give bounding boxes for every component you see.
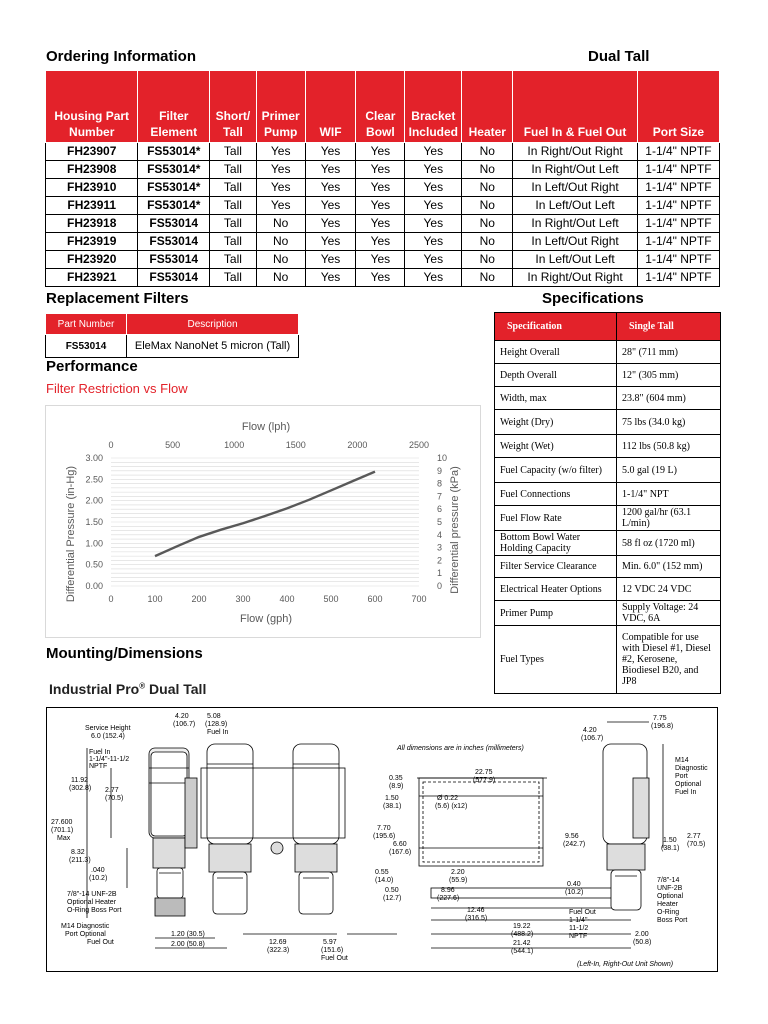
dim-t3: Max: [57, 835, 71, 842]
table-cell: No: [462, 197, 513, 215]
table-cell: No: [462, 161, 513, 179]
table-cell: FH23920: [46, 251, 138, 269]
dim-r24: Fuel Out: [569, 909, 596, 916]
table-cell: In Right/Out Left: [513, 161, 638, 179]
table-cell: No: [256, 251, 305, 269]
table-cell: Yes: [256, 179, 305, 197]
table-row: [495, 387, 721, 410]
ordering-header-row: [46, 71, 720, 143]
dim-fin1: Fuel In: [89, 749, 111, 756]
table-cell: In Left/Out Left: [513, 251, 638, 269]
dim-x2: (322.3): [267, 947, 290, 954]
dim-r18: 7/8"-14: [657, 877, 680, 884]
col-primer-pump: Primer Pump: [256, 71, 305, 143]
col-housing-part-number: Housing Part Number: [46, 71, 138, 143]
dim-br23: 19.22: [513, 923, 531, 930]
col-heater: Heater: [462, 71, 513, 143]
table-cell: 1-1/4" NPTF: [637, 179, 719, 197]
specs-col-single-tall: Single Tall: [617, 313, 721, 341]
dim-br7: 1.50: [385, 795, 399, 802]
y2-tick-label: 9: [437, 465, 443, 476]
dim-br16: (12.7): [383, 895, 402, 902]
dim-b: 5.08: [207, 713, 221, 720]
unit-front-view: [201, 744, 345, 914]
dim-br1: 22.75: [475, 769, 493, 776]
table-cell: No: [462, 143, 513, 161]
dim-br10: (195.6): [373, 833, 396, 840]
spec-name: Fuel Types: [495, 626, 617, 694]
note-all-dimensions: All dimensions are in inches (millimeters): [397, 745, 524, 752]
table-cell: In Right/Out Right: [513, 269, 638, 287]
x-tick-label: 100: [147, 594, 163, 604]
dim-br5: Ø 0.22: [437, 795, 459, 802]
drawing-svg: [47, 708, 717, 971]
table-cell: FS53014: [138, 251, 210, 269]
table-row: [46, 335, 299, 358]
specs-table: [494, 312, 721, 694]
col-filter-element: Filter Element: [138, 71, 210, 143]
table-cell: In Left/Out Right: [513, 233, 638, 251]
y-tick-label: 1.50: [85, 517, 103, 527]
dim-br15: 0.50: [385, 887, 399, 894]
col-port-size: Port Size: [637, 71, 719, 143]
dim-br6: (5.6) (x12): [435, 803, 468, 810]
table-cell: FS53014*: [138, 143, 210, 161]
dim-u2: Optional Heater: [67, 899, 117, 906]
spec-name: Fuel Connections: [495, 483, 617, 506]
dim-p1: 8.32: [71, 849, 85, 856]
dim-a: 4.20: [175, 713, 189, 720]
dim-h2: (302.8): [69, 785, 92, 792]
table-row: [495, 626, 721, 694]
y2-tick-label: 0: [437, 581, 443, 591]
table-cell: Yes: [405, 179, 462, 197]
product-name: Industrial Pro: [49, 681, 140, 697]
table-cell: Tall: [210, 143, 257, 161]
spec-value: 28" (711 mm): [617, 341, 721, 364]
dim-m2: Port Optional: [65, 931, 106, 938]
spec-value: 1200 gal/hr (63.1 L/min): [617, 506, 721, 531]
table-cell: FS53014: [138, 233, 210, 251]
spec-name: Fuel Flow Rate: [495, 506, 617, 531]
dim-r2: (106.7): [581, 735, 604, 742]
y-tick-label: 3.00: [85, 453, 103, 463]
table-cell: No: [256, 269, 305, 287]
dim-r10: 9.56: [565, 833, 579, 840]
table-cell: Yes: [356, 161, 405, 179]
spec-value: Compatible for use with Diesel #1, Diesel #2, Kerosene, Biodiesel B20, and JP8: [617, 626, 721, 694]
spec-name: Weight (Wet): [495, 435, 617, 458]
spec-value: 12 VDC 24 VDC: [617, 578, 721, 601]
table-cell: In Left/Out Right: [513, 179, 638, 197]
dim-r8: Optional: [675, 781, 702, 788]
dim-br9: 7.70: [377, 825, 391, 832]
y2-tick-label: 7: [437, 491, 443, 502]
x2-tick-label: 2000: [347, 440, 368, 450]
chart-y2-label: Differential pressure (kPa): [449, 466, 461, 594]
table-cell: FS53014*: [138, 197, 210, 215]
table-row: [46, 215, 720, 233]
dim-br4: (8.9): [389, 783, 404, 790]
x-tick-label: 600: [367, 594, 383, 604]
y2-tick-label: 6: [437, 504, 443, 515]
table-cell: Yes: [305, 161, 356, 179]
dim-r14: 2.77: [687, 833, 701, 840]
dim-r9: Fuel In: [675, 789, 697, 796]
table-cell: Tall: [210, 197, 257, 215]
dim-br13: 0.55: [375, 869, 389, 876]
replacement-title: Replacement Filters: [46, 290, 189, 307]
table-row: [46, 269, 720, 287]
table-cell: In Right/Out Right: [513, 143, 638, 161]
table-cell: FH23918: [46, 215, 138, 233]
table-cell: FS53014*: [138, 179, 210, 197]
table-row: [46, 233, 720, 251]
x2-tick-label: 0: [108, 440, 114, 450]
dim-br25: 21.42: [513, 940, 531, 947]
dim-y1: 5.97: [323, 939, 337, 946]
dim-r3: 7.75: [653, 715, 667, 722]
spec-value: 5.0 gal (19 L): [617, 458, 721, 483]
table-cell: 1-1/4" NPTF: [637, 161, 719, 179]
specs-col-specification: Specification: [495, 313, 617, 341]
table-cell: No: [462, 269, 513, 287]
table-cell: FH23908: [46, 161, 138, 179]
dim-r29: (50.8): [633, 939, 652, 946]
dim-br21: 12.46: [467, 907, 485, 914]
spec-name: Primer Pump: [495, 601, 617, 626]
dim-r17: (10.2): [565, 889, 584, 896]
table-cell: FH23907: [46, 143, 138, 161]
table-row: [495, 458, 721, 483]
y2-tick-label: 10: [437, 453, 448, 463]
specs-title: Specifications: [542, 290, 644, 307]
dim-a2: (106.7): [173, 721, 196, 728]
table-cell: No: [462, 251, 513, 269]
table-row: [495, 341, 721, 364]
table-cell: FS53014*: [138, 161, 210, 179]
table-cell: Yes: [305, 215, 356, 233]
table-cell: FH23910: [46, 179, 138, 197]
dim-r23: Boss Port: [657, 917, 688, 924]
table-row: [495, 435, 721, 458]
table-cell: Tall: [210, 269, 257, 287]
ordering-table: [45, 70, 720, 287]
registered-mark: ®: [139, 681, 146, 691]
x-tick-label: 700: [411, 594, 427, 604]
spec-value: 75 lbs (34.0 kg): [617, 410, 721, 435]
y-tick-label: 2.50: [85, 474, 103, 485]
table-cell: In Right/Out Left: [513, 215, 638, 233]
table-cell: FH23911: [46, 197, 138, 215]
dim-r15: (70.5): [687, 841, 706, 848]
chart-svg: [46, 406, 480, 637]
repl-col-part-number: Part Number: [46, 314, 127, 335]
dim-y3: Fuel Out: [321, 955, 348, 962]
col-clear-bowl: Clear Bowl: [356, 71, 405, 143]
table-cell: 1-1/4" NPTF: [637, 233, 719, 251]
table-cell: Yes: [356, 197, 405, 215]
dim-br20: (227.6): [437, 895, 460, 902]
table-cell: Tall: [210, 161, 257, 179]
x2-tick-label: 500: [165, 440, 181, 450]
dim-br22: (316.5): [465, 915, 488, 922]
table-cell: Tall: [210, 233, 257, 251]
dim-fin2: 1-1/4"-11-1/2: [89, 756, 130, 763]
dim-r1: 4.20: [583, 727, 597, 734]
repl-part-number: FS53014: [46, 335, 127, 358]
dim-br26: (544.1): [511, 948, 534, 955]
table-row: [495, 506, 721, 531]
ordering-subtitle: Dual Tall: [588, 48, 650, 65]
dim-r11: (242.7): [563, 841, 586, 848]
table-cell: In Left/Out Left: [513, 197, 638, 215]
spec-name: Filter Service Clearance: [495, 556, 617, 578]
table-cell: No: [462, 215, 513, 233]
spec-value: 58 fl oz (1720 ml): [617, 531, 721, 556]
spec-name: Fuel Capacity (w/o filter): [495, 458, 617, 483]
table-row: [495, 483, 721, 506]
table-row: [495, 601, 721, 626]
table-cell: FS53014: [138, 215, 210, 233]
x2-tick-label: 1000: [224, 440, 245, 450]
spec-value: 112 lbs (50.8 kg): [617, 435, 721, 458]
table-cell: Yes: [405, 215, 462, 233]
table-cell: Tall: [210, 251, 257, 269]
x-tick-label: 200: [191, 594, 207, 604]
y2-tick-label: 5: [437, 517, 443, 527]
note-unit-shown: (Left-In, Right-Out Unit Shown): [577, 961, 674, 968]
table-cell: Yes: [405, 233, 462, 251]
dim-y2: (151.6): [321, 947, 344, 954]
table-row: [495, 531, 721, 556]
table-row: [495, 556, 721, 578]
table-cell: Yes: [356, 143, 405, 161]
table-cell: Yes: [305, 251, 356, 269]
dim-m3: Fuel Out: [87, 939, 114, 946]
spec-value: 1-1/4" NPT: [617, 483, 721, 506]
y-tick-label: 0.00: [85, 581, 103, 591]
spec-name: Bottom Bowl Water Holding Capacity: [495, 531, 617, 556]
dim-r13: (38.1): [661, 845, 680, 852]
chart-x2-label: Flow (lph): [241, 421, 291, 433]
dim-q1: .040: [91, 867, 105, 874]
y2-tick-label: 4: [437, 529, 443, 540]
dim-h3: 2.77: [105, 787, 119, 794]
unit-side-view-right: [603, 744, 649, 910]
dim-br17: 2.20: [451, 869, 465, 876]
table-cell: FS53014: [138, 269, 210, 287]
table-cell: Yes: [305, 233, 356, 251]
dim-br2: (577.9): [473, 777, 496, 784]
dim-h1: 11.92: [71, 777, 88, 784]
table-cell: No: [256, 215, 305, 233]
table-cell: Yes: [256, 197, 305, 215]
y2-tick-label: 8: [437, 478, 443, 489]
dim-u1: 7/8"-14 UNF-2B: [67, 891, 117, 898]
spec-value: 12" (305 mm): [617, 364, 721, 387]
y-tick-label: 0.50: [85, 559, 103, 570]
table-row: [46, 161, 720, 179]
dim-w1: 1.20 (30.5): [171, 931, 205, 938]
y2-tick-label: 1: [437, 568, 443, 579]
dim-t2: (701.1): [51, 827, 74, 834]
dim-q2: (10.2): [89, 875, 108, 882]
table-cell: Tall: [210, 179, 257, 197]
table-cell: No: [462, 233, 513, 251]
dim-r20: Optional: [657, 893, 684, 900]
table-cell: No: [256, 233, 305, 251]
ordering-title: Ordering Information: [46, 48, 196, 65]
dim-fin3: NPTF: [89, 763, 108, 770]
spec-value: Min. 6.0" (152 mm): [617, 556, 721, 578]
restriction-chart: [45, 405, 481, 638]
dim-x1: 12.69: [269, 939, 287, 946]
spec-name: Weight (Dry): [495, 410, 617, 435]
table-cell: Yes: [305, 269, 356, 287]
replacement-table: [45, 313, 299, 358]
table-cell: Yes: [405, 269, 462, 287]
table-row: [46, 179, 720, 197]
dim-r26: 11-1/2: [569, 925, 589, 932]
dim-br14: (14.0): [375, 877, 394, 884]
dim-r6: Diagnostic: [675, 765, 708, 772]
col-wif: WIF: [305, 71, 356, 143]
spec-name: Electrical Heater Options: [495, 578, 617, 601]
dim-r27: NPTF: [569, 933, 588, 940]
performance-subtitle: Filter Restriction vs Flow: [46, 381, 188, 396]
dim-svc2: 6.0 (152.4): [91, 733, 125, 740]
dim-r5: M14: [675, 757, 689, 764]
spec-name: Width, max: [495, 387, 617, 410]
dim-br11: 6.60: [393, 841, 407, 848]
table-cell: Yes: [256, 161, 305, 179]
chart-y-label: Differential Pressure (in-Hg): [65, 465, 77, 603]
y2-tick-label: 2: [437, 555, 443, 566]
mounting-title: Mounting/Dimensions: [46, 645, 203, 662]
dim-t1: 27.600: [51, 819, 73, 826]
dim-br12: (167.6): [389, 849, 412, 856]
table-row: [46, 143, 720, 161]
table-row: [495, 364, 721, 387]
dim-br24: (488.2): [511, 931, 534, 938]
dimension-drawing: [46, 707, 718, 972]
table-cell: FH23919: [46, 233, 138, 251]
spec-value: Supply Voltage: 24 VDC, 6A: [617, 601, 721, 626]
dim-b3: Fuel In: [207, 729, 229, 736]
table-cell: Yes: [356, 215, 405, 233]
table-row: [495, 578, 721, 601]
dim-m1: M14 Diagnostic: [61, 923, 110, 930]
dim-r28: 2.00: [635, 931, 649, 938]
x2-tick-label: 1500: [285, 440, 306, 450]
x2-tick-label: 2500: [408, 440, 430, 450]
product-title: [49, 681, 206, 697]
col-short-tall: Short/ Tall: [210, 71, 257, 143]
dim-r7: Port: [675, 773, 688, 780]
col-bracket-included: Bracket Included: [405, 71, 462, 143]
table-cell: Yes: [356, 179, 405, 197]
table-cell: Yes: [356, 233, 405, 251]
table-cell: Yes: [305, 179, 356, 197]
x-tick-label: 0: [108, 594, 114, 604]
x-tick-label: 400: [279, 594, 295, 604]
table-row: [46, 251, 720, 269]
spec-name: Height Overall: [495, 341, 617, 364]
repl-description: EleMax NanoNet 5 micron (Tall): [127, 335, 299, 358]
table-cell: 1-1/4" NPTF: [637, 269, 719, 287]
dim-r12: 1.50: [663, 837, 677, 844]
table-cell: Yes: [256, 143, 305, 161]
table-cell: FH23921: [46, 269, 138, 287]
dim-h4: (70.5): [105, 795, 124, 802]
unit-side-view-left: [149, 748, 197, 916]
spec-name: Depth Overall: [495, 364, 617, 387]
table-cell: 1-1/4" NPTF: [637, 215, 719, 233]
dim-p2: (211.3): [69, 857, 91, 864]
spec-value: 23.8" (604 mm): [617, 387, 721, 410]
dim-u3: O-Ring Boss Port: [67, 907, 122, 914]
table-cell: No: [462, 179, 513, 197]
dim-r22: O-Ring: [657, 909, 680, 916]
dim-w2: 2.00 (50.8): [171, 941, 205, 948]
dim-r16: 0.40: [567, 881, 581, 888]
table-cell: Yes: [405, 143, 462, 161]
product-suffix: Dual Tall: [145, 681, 207, 697]
dim-r25: 1-1/4"-: [569, 917, 590, 924]
x-tick-label: 300: [235, 594, 251, 604]
col-fuel-in-out: Fuel In & Fuel Out: [513, 71, 638, 143]
dim-b2: (128.9): [205, 721, 228, 728]
table-cell: 1-1/4" NPTF: [637, 143, 719, 161]
table-cell: Yes: [356, 269, 405, 287]
table-cell: Yes: [356, 251, 405, 269]
table-cell: Yes: [405, 197, 462, 215]
performance-title: Performance: [46, 358, 138, 375]
table-cell: Yes: [405, 251, 462, 269]
y2-tick-label: 3: [437, 542, 443, 553]
dim-svc1: Service Height: [85, 725, 131, 732]
dim-br18: (55.9): [449, 877, 468, 884]
table-cell: Yes: [305, 197, 356, 215]
y-tick-label: 2.00: [85, 495, 103, 506]
x-tick-label: 500: [323, 594, 339, 604]
dim-r4: (196.8): [651, 723, 674, 730]
table-row: [46, 197, 720, 215]
table-cell: Yes: [305, 143, 356, 161]
dim-br8: (38.1): [383, 803, 402, 810]
table-cell: 1-1/4" NPTF: [637, 197, 719, 215]
chart-x-label: Flow (gph): [240, 613, 292, 625]
dim-r19: UNF-2B: [657, 885, 683, 892]
table-cell: 1-1/4" NPTF: [637, 251, 719, 269]
dim-br19: 8.96: [441, 887, 455, 894]
table-cell: Yes: [405, 161, 462, 179]
table-row: [495, 410, 721, 435]
dim-br3: 0.35: [389, 775, 403, 782]
repl-col-description: Description: [127, 314, 299, 335]
table-cell: Tall: [210, 215, 257, 233]
y-tick-label: 1.00: [85, 538, 103, 549]
dim-r21: Heater: [657, 901, 679, 908]
